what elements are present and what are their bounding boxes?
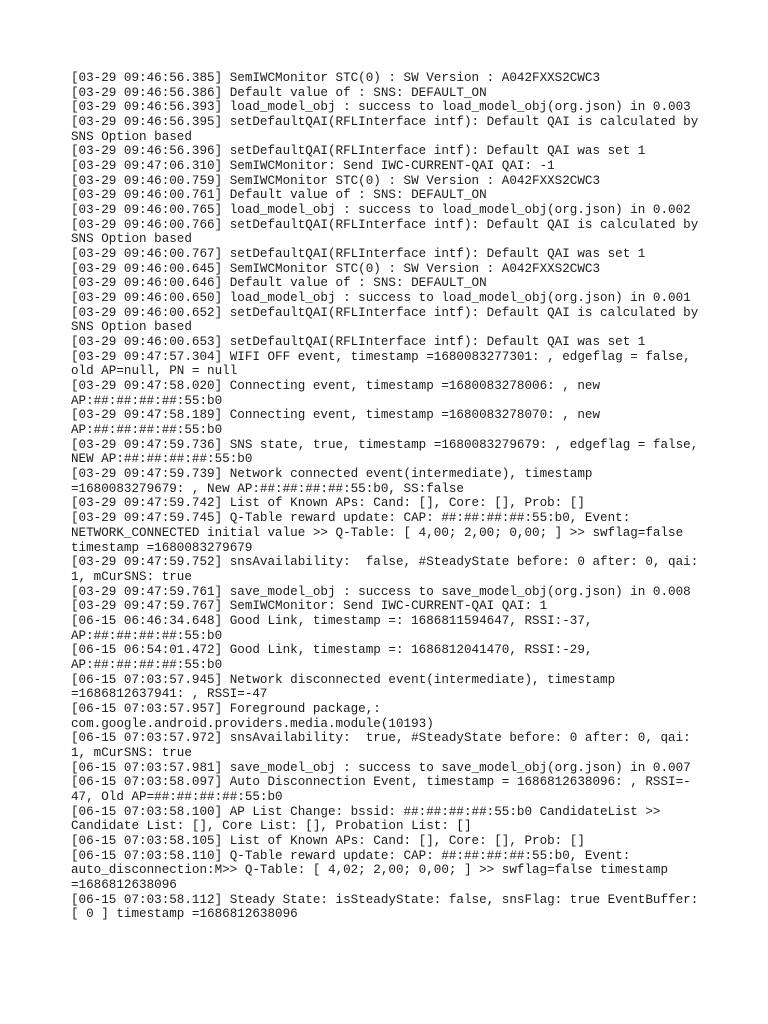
log-line: [03-29 09:47:59.745] Q-Table reward update: CAP: ##:##:##:##:55:b0, Event: — [71, 511, 631, 526]
log-line: [06-15 07:03:57.972] snsAvailability: true, #SteadyState before: 0 after: 0, qai: — [71, 731, 691, 746]
log-line: [03-29 09:46:00.645] SemIWCMonitor STC(0) : SW Version : A042FXXS2CWC3 — [71, 261, 601, 276]
log-line: [03-29 09:46:00.650] load_model_obj : success to load_model_obj(org.json) in 0.001 — [71, 291, 691, 306]
log-line: NETWORK_CONNECTED initial value >> Q-Table: [ 4,00; 2,00; 0,00; ] >> swflag=false — [71, 525, 684, 540]
log-line: [03-29 09:47:58.020] Connecting event, timestamp =1680083278006: , new — [71, 379, 601, 394]
log-line: =1686812637941: , RSSI=-47 — [71, 687, 268, 702]
log-line: [ 0 ] timestamp =1686812638096 — [71, 907, 298, 922]
log-line: [03-29 09:46:00.761] Default value of : SNS: DEFAULT_ON — [71, 188, 487, 203]
log-line: [03-29 09:47:59.752] snsAvailability: false, #SteadyState before: 0 after: 0, qai: — [71, 555, 699, 570]
log-line: Candidate List: [], Core List: [], Probation List: [] — [71, 819, 472, 834]
log-line: 47, Old AP=##:##:##:##:55:b0 — [71, 789, 283, 804]
log-line: SNS Option based — [71, 320, 192, 335]
log-line: [03-29 09:46:00.653] setDefaultQAI(RFLInterface intf): Default QAI was set 1 — [71, 335, 646, 350]
log-line: AP:##:##:##:##:55:b0 — [71, 393, 223, 408]
log-line: NEW AP:##:##:##:##:55:b0 — [71, 452, 253, 467]
log-line: [03-29 09:46:00.765] load_model_obj : success to load_model_obj(org.json) in 0.002 — [71, 203, 691, 218]
log-line: [03-29 09:46:56.396] setDefaultQAI(RFLInterface intf): Default QAI was set 1 — [71, 144, 646, 159]
log-line: [03-29 09:47:59.767] SemIWCMonitor: Send IWC-CURRENT-QAI QAI: 1 — [71, 599, 548, 614]
log-line: auto_disconnection:M>> Q-Table: [ 4,02; 2,00; 0,00; ] >> swflag=false timestamp — [71, 863, 669, 878]
log-line: [03-29 09:47:58.189] Connecting event, timestamp =1680083278070: , new — [71, 408, 601, 423]
log-line: [03-29 09:46:00.766] setDefaultQAI(RFLInterface intf): Default QAI is calculated by — [71, 217, 699, 232]
log-line: =1686812638096 — [71, 877, 177, 892]
log-line: [06-15 07:03:58.100] AP List Change: bssid: ##:##:##:##:55:b0 CandidateList >> — [71, 804, 661, 819]
log-line: [03-29 09:47:59.742] List of Known APs: Cand: [], Core: [], Prob: [] — [71, 496, 585, 511]
log-line: [06-15 06:54:01.472] Good Link, timestamp =: 1686812041470, RSSI:-29, — [71, 643, 593, 658]
log-line: AP:##:##:##:##:55:b0 — [71, 423, 223, 438]
log-line: AP:##:##:##:##:55:b0 — [71, 628, 223, 643]
log-line: [03-29 09:46:00.767] setDefaultQAI(RFLInterface intf): Default QAI was set 1 — [71, 247, 646, 262]
log-line: SNS Option based — [71, 129, 192, 144]
log-line: [03-29 09:46:00.652] setDefaultQAI(RFLInterface intf): Default QAI is calculated by — [71, 305, 699, 320]
log-line: [06-15 07:03:58.112] Steady State: isSteadyState: false, snsFlag: true EventBuffer: — [71, 892, 699, 907]
log-line: [03-29 09:46:00.646] Default value of : SNS: DEFAULT_ON — [71, 276, 487, 291]
log-line: [03-29 09:46:56.395] setDefaultQAI(RFLInterface intf): Default QAI is calculated by — [71, 115, 699, 130]
log-line: [03-29 09:47:59.739] Network connected event(intermediate), timestamp — [71, 467, 593, 482]
log-line: [06-15 07:03:58.097] Auto Disconnection Event, timestamp = 1686812638096: , RSSI=- — [71, 775, 691, 790]
log-line: [06-15 07:03:57.981] save_model_obj : success to save_model_obj(org.json) in 0.007 — [71, 760, 691, 775]
log-line: AP:##:##:##:##:55:b0 — [71, 657, 223, 672]
log-line: 1, mCurSNS: true — [71, 569, 192, 584]
log-line: [03-29 09:46:56.385] SemIWCMonitor STC(0) : SW Version : A042FXXS2CWC3 — [71, 71, 601, 85]
log-line: [06-15 07:03:57.945] Network disconnected event(intermediate), timestamp — [71, 672, 616, 687]
log-line: [06-15 07:03:58.105] List of Known APs: Cand: [], Core: [], Prob: [] — [71, 833, 585, 848]
log-line: [03-29 09:47:06.310] SemIWCMonitor: Send IWC-CURRENT-QAI QAI: -1 — [71, 159, 555, 174]
log-text-block — [71, 71, 711, 922]
log-line: [06-15 07:03:58.110] Q-Table reward update: CAP: ##:##:##:##:55:b0, Event: — [71, 848, 631, 863]
log-line: [03-29 09:46:56.393] load_model_obj : success to load_model_obj(org.json) in 0.003 — [71, 100, 691, 115]
log-line: [03-29 09:47:57.304] WIFI OFF event, timestamp =1680083277301: , edgeflag = false, — [71, 349, 691, 364]
log-line: SNS Option based — [71, 232, 192, 247]
log-line: [06-15 07:03:57.957] Foreground package,: — [71, 701, 381, 716]
log-line: [03-29 09:47:59.761] save_model_obj : success to save_model_obj(org.json) in 0.008 — [71, 584, 691, 599]
log-line: [03-29 09:46:00.759] SemIWCMonitor STC(0) : SW Version : A042FXXS2CWC3 — [71, 173, 601, 188]
log-line: com.google.android.providers.media.module(10193) — [71, 716, 434, 731]
log-line: timestamp =1680083279679 — [71, 540, 253, 555]
log-line: =1680083279679: , New AP:##:##:##:##:55:b0, SS:false — [71, 481, 464, 496]
log-line: 1, mCurSNS: true — [71, 745, 192, 760]
log-line: old AP=null, PN = null — [71, 364, 238, 379]
log-line: [03-29 09:46:56.386] Default value of : SNS: DEFAULT_ON — [71, 85, 487, 100]
log-line: [03-29 09:47:59.736] SNS state, true, timestamp =1680083279679: , edgeflag = false, — [71, 437, 699, 452]
log-line: [06-15 06:46:34.648] Good Link, timestamp =: 1686811594647, RSSI:-37, — [71, 613, 593, 628]
